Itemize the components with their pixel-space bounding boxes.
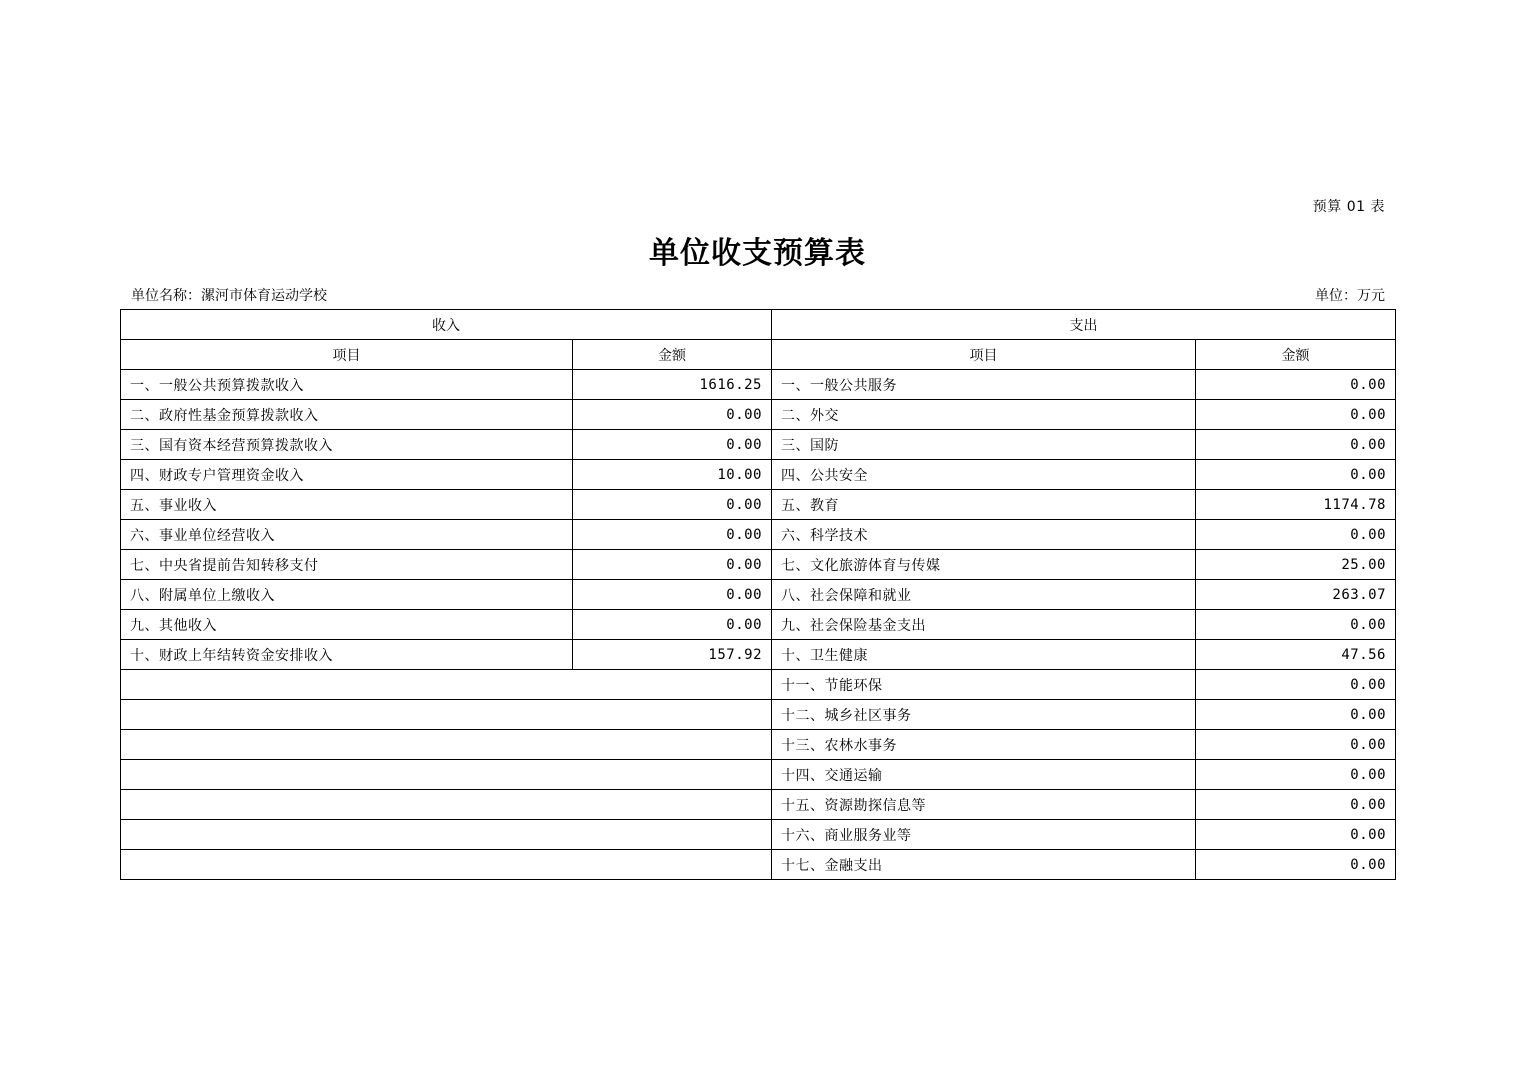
expense-amount-cell: 0.00: [1196, 760, 1396, 790]
expense-item-cell: 四、公共安全: [772, 460, 1196, 490]
income-empty-cell: [121, 700, 772, 730]
expense-amount-cell: 0.00: [1196, 670, 1396, 700]
expense-item-cell: 十七、金融支出: [772, 850, 1196, 880]
table-row: [121, 730, 1396, 760]
unit-currency: 单位：万元: [1315, 288, 1385, 304]
income-amount-cell: 0.00: [573, 430, 772, 460]
form-code: 预算 01 表: [1312, 199, 1385, 215]
income-amount-cell: 0.00: [573, 520, 772, 550]
expense-item-cell: 九、社会保险基金支出: [772, 610, 1196, 640]
expense-item-cell: 十四、交通运输: [772, 760, 1196, 790]
expense-amount-cell: 47.56: [1196, 640, 1396, 670]
table-row: [121, 610, 1396, 640]
expense-item-cell: 十三、农林水事务: [772, 730, 1196, 760]
income-item-header: 项目: [121, 340, 573, 370]
expense-amount-cell: 0.00: [1196, 430, 1396, 460]
expense-amount-cell: 0.00: [1196, 610, 1396, 640]
expense-amount-cell: 1174.78: [1196, 490, 1396, 520]
income-item-cell: 三、国有资本经营预算拨款收入: [121, 430, 573, 460]
expense-item-cell: 十五、资源勘探信息等: [772, 790, 1196, 820]
table-row: [121, 520, 1396, 550]
expense-amount-cell: 0.00: [1196, 400, 1396, 430]
table-row: [121, 850, 1396, 880]
table-row: [121, 370, 1396, 400]
table-row: [121, 760, 1396, 790]
table-row: [121, 640, 1396, 670]
expense-item-cell: 三、国防: [772, 430, 1196, 460]
budget-table: [120, 309, 1396, 880]
income-item-cell: 十、财政上年结转资金安排收入: [121, 640, 573, 670]
income-amount-header: 金额: [573, 340, 772, 370]
expense-amount-cell: 0.00: [1196, 370, 1396, 400]
expense-item-cell: 六、科学技术: [772, 520, 1196, 550]
expense-amount-cell: 0.00: [1196, 820, 1396, 850]
expense-amount-cell: 0.00: [1196, 730, 1396, 760]
income-empty-cell: [121, 820, 772, 850]
income-empty-cell: [121, 730, 772, 760]
income-amount-cell: 10.00: [573, 460, 772, 490]
page-title: 单位收支预算表: [649, 236, 866, 271]
expense-item-cell: 五、教育: [772, 490, 1196, 520]
income-header: 收入: [121, 310, 772, 340]
income-item-cell: 六、事业单位经营收入: [121, 520, 573, 550]
income-amount-cell: 0.00: [573, 580, 772, 610]
table-row: [121, 400, 1396, 430]
income-item-cell: 八、附属单位上缴收入: [121, 580, 573, 610]
expense-item-cell: 一、一般公共服务: [772, 370, 1196, 400]
table-row: [121, 580, 1396, 610]
income-item-cell: 二、政府性基金预算拨款收入: [121, 400, 573, 430]
expense-item-cell: 十、卫生健康: [772, 640, 1196, 670]
expense-amount-cell: 0.00: [1196, 850, 1396, 880]
income-item-cell: 五、事业收入: [121, 490, 573, 520]
income-empty-cell: [121, 760, 772, 790]
expense-item-cell: 七、文化旅游体育与传媒: [772, 550, 1196, 580]
expense-amount-cell: 25.00: [1196, 550, 1396, 580]
income-amount-cell: 0.00: [573, 550, 772, 580]
table-row: [121, 670, 1396, 700]
table-row: [121, 460, 1396, 490]
table-row: [121, 790, 1396, 820]
table-row: [121, 820, 1396, 850]
expense-item-cell: 十一、节能环保: [772, 670, 1196, 700]
expense-item-cell: 十六、商业服务业等: [772, 820, 1196, 850]
expense-header: 支出: [772, 310, 1396, 340]
table-row: [121, 700, 1396, 730]
expense-amount-cell: 263.07: [1196, 580, 1396, 610]
expense-item-cell: 二、外交: [772, 400, 1196, 430]
income-empty-cell: [121, 790, 772, 820]
section-header-row: [121, 310, 1396, 340]
expense-item-cell: 十二、城乡社区事务: [772, 700, 1196, 730]
income-item-cell: 四、财政专户管理资金收入: [121, 460, 573, 490]
table-row: [121, 550, 1396, 580]
income-amount-cell: 0.00: [573, 400, 772, 430]
income-item-cell: 一、一般公共预算拨款收入: [121, 370, 573, 400]
expense-amount-cell: 0.00: [1196, 700, 1396, 730]
expense-amount-cell: 0.00: [1196, 790, 1396, 820]
column-header-row: [121, 340, 1396, 370]
income-empty-cell: [121, 670, 772, 700]
expense-amount-cell: 0.00: [1196, 520, 1396, 550]
income-empty-cell: [121, 850, 772, 880]
expense-amount-cell: 0.00: [1196, 460, 1396, 490]
income-amount-cell: 157.92: [573, 640, 772, 670]
expense-item-header: 项目: [772, 340, 1196, 370]
income-amount-cell: 1616.25: [573, 370, 772, 400]
expense-amount-header: 金额: [1196, 340, 1396, 370]
income-item-cell: 七、中央省提前告知转移支付: [121, 550, 573, 580]
unit-name: 单位名称：漯河市体育运动学校: [131, 288, 327, 304]
expense-item-cell: 八、社会保障和就业: [772, 580, 1196, 610]
table-row: [121, 490, 1396, 520]
income-amount-cell: 0.00: [573, 490, 772, 520]
table-row: [121, 430, 1396, 460]
income-item-cell: 九、其他收入: [121, 610, 573, 640]
income-amount-cell: 0.00: [573, 610, 772, 640]
